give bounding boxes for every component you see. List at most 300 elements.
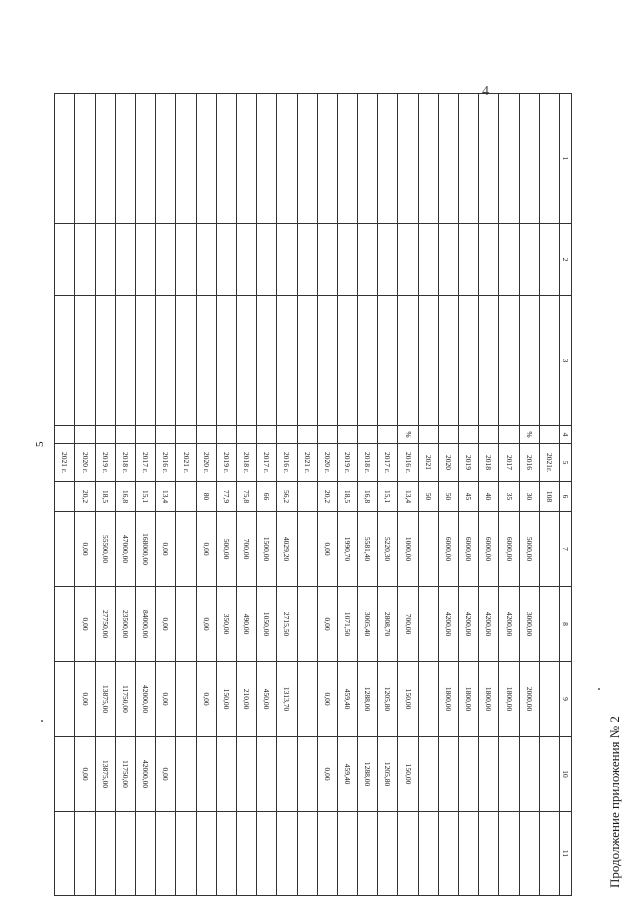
table-cell [459, 737, 479, 812]
table-cell: 2017 г. [378, 444, 398, 482]
table-cell: 2019 [459, 444, 479, 482]
table-cell [176, 482, 196, 512]
table-cell: 2016 г. [277, 444, 297, 482]
table-cell: 4029,20 [277, 512, 297, 587]
table-cell [438, 426, 458, 444]
table-cell [156, 426, 176, 444]
margin-mark: 4 [482, 84, 489, 99]
table-cell [297, 482, 317, 512]
table-cell: 168000,00 [136, 512, 156, 587]
table-cell: 150,00 [216, 662, 236, 737]
table-cell [337, 812, 357, 896]
table-cell [438, 737, 458, 812]
table-cell: 2019 г. [337, 444, 357, 482]
table-cell [176, 737, 196, 812]
table-cell [459, 812, 479, 896]
table-cell [398, 296, 418, 426]
table-row [95, 94, 115, 896]
table-cell: 108 [539, 482, 559, 512]
table-row [297, 94, 317, 896]
table-cell [115, 296, 135, 426]
table-cell [55, 812, 76, 896]
table-cell: 2018 г. [237, 444, 257, 482]
table-cell: 13,4 [156, 482, 176, 512]
table-cell: 2021г. [539, 444, 559, 482]
table-cell [75, 426, 95, 444]
table-cell [115, 812, 135, 896]
table-cell: 5581,40 [358, 512, 378, 587]
table-cell [75, 812, 95, 896]
table-cell [539, 94, 559, 224]
table-cell: % [398, 426, 418, 444]
column-number-header: 2 [560, 224, 572, 296]
table-cell [317, 296, 337, 426]
table-cell: 210,00 [237, 662, 257, 737]
table-cell [358, 812, 378, 896]
table-cell: 1288,00 [358, 662, 378, 737]
table-cell [499, 737, 519, 812]
column-number-row [560, 94, 572, 896]
table-cell: 1800,00 [479, 662, 499, 737]
table-cell: 2017 [499, 444, 519, 482]
table-cell: 23500,00 [115, 587, 135, 662]
table-cell [257, 426, 277, 444]
table-cell [196, 426, 216, 444]
page-number: 5 [34, 441, 46, 447]
table-cell: 13,4 [398, 482, 418, 512]
table-cell: 47000,00 [115, 512, 135, 587]
table-cell [55, 224, 76, 296]
table-cell [176, 94, 196, 224]
table-cell [257, 812, 277, 896]
page-heading: Продолжение приложения № 2 [607, 716, 622, 888]
table-cell [176, 662, 196, 737]
table-cell [196, 94, 216, 224]
column-number-header: 11 [560, 812, 572, 896]
table-row [358, 94, 378, 896]
table-cell: 42000,00 [136, 737, 156, 812]
table-cell [297, 426, 317, 444]
table-cell [176, 812, 196, 896]
table-row [115, 94, 135, 896]
table-cell: 459,40 [337, 737, 357, 812]
table-cell [459, 224, 479, 296]
table-cell [297, 662, 317, 737]
table-cell [418, 296, 438, 426]
table-cell [519, 224, 539, 296]
table-cell [216, 812, 236, 896]
scan-speck [598, 688, 600, 690]
table-row [418, 94, 438, 896]
table-cell: 1800,00 [438, 662, 458, 737]
table-cell [277, 296, 297, 426]
table-cell [136, 296, 156, 426]
table-row [317, 94, 337, 896]
table-cell [277, 737, 297, 812]
table-cell: 13875,00 [95, 737, 115, 812]
scan-speck [41, 720, 43, 722]
rotated-table-container [54, 93, 572, 895]
table-cell [499, 296, 519, 426]
table-cell: 0,00 [75, 662, 95, 737]
table-cell: 0,00 [75, 512, 95, 587]
table-cell: 6000,00 [438, 512, 458, 587]
table-cell: 2021 г. [176, 444, 196, 482]
table-cell [297, 512, 317, 587]
table-cell [156, 812, 176, 896]
table-cell: 35 [499, 482, 519, 512]
table-cell [257, 94, 277, 224]
table-cell: 150,00 [398, 662, 418, 737]
table-cell: 18,5 [337, 482, 357, 512]
table-cell [196, 224, 216, 296]
table-cell: 2017 г. [136, 444, 156, 482]
table-cell [297, 224, 317, 296]
table-cell: 13875,00 [95, 662, 115, 737]
table-cell: 459,40 [337, 662, 357, 737]
table-cell: 1990,70 [337, 512, 357, 587]
table-cell [479, 296, 499, 426]
table-cell: 55500,00 [95, 512, 115, 587]
table-cell: 0,00 [317, 587, 337, 662]
table-cell [337, 296, 357, 426]
table-cell [499, 812, 519, 896]
table-cell [317, 224, 337, 296]
table-cell: 3000,00 [519, 587, 539, 662]
table-cell [519, 94, 539, 224]
table-cell [277, 94, 297, 224]
table-row [55, 94, 76, 896]
table-cell [418, 662, 438, 737]
table-cell: 1205,80 [378, 662, 398, 737]
table-cell: 450,00 [257, 662, 277, 737]
table-cell [237, 296, 257, 426]
table-cell: 4200,00 [499, 587, 519, 662]
table-cell [499, 224, 519, 296]
table-cell: 45 [459, 482, 479, 512]
table-cell: 20,2 [317, 482, 337, 512]
table-cell [358, 94, 378, 224]
table-cell: 0,00 [196, 587, 216, 662]
table-cell [257, 737, 277, 812]
table-cell [378, 296, 398, 426]
table-cell: 4200,00 [459, 587, 479, 662]
table-cell [438, 812, 458, 896]
table-cell [519, 737, 539, 812]
table-row [337, 94, 357, 896]
table-cell: 1800,00 [459, 662, 479, 737]
table-cell: 2021 г. [55, 444, 76, 482]
table-cell [539, 587, 559, 662]
table-cell [75, 224, 95, 296]
table-cell [378, 224, 398, 296]
table-cell: 1313,70 [277, 662, 297, 737]
table-cell [237, 94, 257, 224]
table-cell [237, 737, 257, 812]
table-cell [539, 426, 559, 444]
table-cell [216, 426, 236, 444]
table-row [75, 94, 95, 896]
table-cell: 6000,00 [459, 512, 479, 587]
table-cell: 1050,00 [257, 587, 277, 662]
table-cell [216, 737, 236, 812]
table-cell [136, 812, 156, 896]
table-cell: 150,00 [398, 737, 418, 812]
column-number-header: 8 [560, 587, 572, 662]
table-cell: 40 [479, 482, 499, 512]
table-row [539, 94, 559, 896]
table-cell [297, 812, 317, 896]
table-cell [216, 224, 236, 296]
table-cell: 2020 г. [75, 444, 95, 482]
table-cell [55, 587, 76, 662]
column-number-header: 6 [560, 482, 572, 512]
table-cell [337, 94, 357, 224]
table-cell [479, 812, 499, 896]
table-cell [358, 426, 378, 444]
table-cell: 0,00 [75, 587, 95, 662]
table-cell: 2018 г. [115, 444, 135, 482]
table-cell: 2017 г. [257, 444, 277, 482]
table-cell [297, 737, 317, 812]
table-cell [115, 426, 135, 444]
table-cell [539, 662, 559, 737]
table-cell: 30 [519, 482, 539, 512]
table-cell [539, 224, 559, 296]
table-cell [418, 426, 438, 444]
table-cell: 2021 г. [297, 444, 317, 482]
table-cell [136, 224, 156, 296]
table-cell [378, 812, 398, 896]
table-cell: 0,00 [317, 737, 337, 812]
table-cell [55, 296, 76, 426]
table-cell: 77,9 [216, 482, 236, 512]
table-cell: 1205,80 [378, 737, 398, 812]
table-cell [95, 224, 115, 296]
table-cell: 75,8 [237, 482, 257, 512]
table-cell: 66 [257, 482, 277, 512]
table-cell [459, 94, 479, 224]
table-cell [297, 587, 317, 662]
table-cell [257, 296, 277, 426]
table-cell [317, 812, 337, 896]
table-cell [418, 94, 438, 224]
table-cell: 84000,00 [136, 587, 156, 662]
column-number-header: 7 [560, 512, 572, 587]
table-cell [237, 812, 257, 896]
table-cell [277, 426, 297, 444]
table-cell [438, 224, 458, 296]
table-cell [55, 512, 76, 587]
table-cell [479, 94, 499, 224]
table-cell [95, 296, 115, 426]
table-cell [115, 224, 135, 296]
table-cell [459, 296, 479, 426]
table-cell [297, 296, 317, 426]
table-cell: 2016 г. [398, 444, 418, 482]
table-cell [237, 224, 257, 296]
table-cell [196, 296, 216, 426]
column-number-header: 9 [560, 662, 572, 737]
table-cell [55, 662, 76, 737]
table-cell [277, 224, 297, 296]
table-row [499, 94, 519, 896]
table-cell: 15,1 [136, 482, 156, 512]
column-number-header: 1 [560, 94, 572, 224]
table-cell [237, 426, 257, 444]
table-cell: 80 [196, 482, 216, 512]
table-row [216, 94, 236, 896]
table-cell [499, 426, 519, 444]
table-cell: 2020 г. [317, 444, 337, 482]
table-cell [358, 296, 378, 426]
table-cell: 15,1 [378, 482, 398, 512]
annex-table [54, 93, 572, 896]
table-row [519, 94, 539, 896]
table-cell: 4200,00 [479, 587, 499, 662]
table-row [438, 94, 458, 896]
table-cell: 1288,00 [358, 737, 378, 812]
table-cell [519, 296, 539, 426]
table-cell [479, 224, 499, 296]
table-cell: 4200,00 [438, 587, 458, 662]
table-cell [358, 224, 378, 296]
table-cell: 500,00 [216, 512, 236, 587]
table-cell [438, 94, 458, 224]
table-cell: 0,00 [156, 662, 176, 737]
table-cell: 50 [438, 482, 458, 512]
table-cell [398, 812, 418, 896]
table-cell [156, 224, 176, 296]
table-cell [438, 296, 458, 426]
table-cell [95, 426, 115, 444]
table-cell [136, 426, 156, 444]
table-cell [156, 296, 176, 426]
column-number-header: 5 [560, 444, 572, 482]
table-row [398, 94, 418, 896]
table-cell: 1800,00 [499, 662, 519, 737]
table-cell [156, 94, 176, 224]
table-cell [539, 812, 559, 896]
table-cell [418, 512, 438, 587]
table-cell: 350,00 [216, 587, 236, 662]
table-row [378, 94, 398, 896]
table-cell: 5220,30 [378, 512, 398, 587]
table-row [459, 94, 479, 896]
table-row [176, 94, 196, 896]
table-cell: 6000,00 [499, 512, 519, 587]
table-cell [55, 737, 76, 812]
table-cell [378, 94, 398, 224]
table-cell [216, 296, 236, 426]
table-cell: 1500,00 [257, 512, 277, 587]
table-cell [317, 426, 337, 444]
table-cell [479, 426, 499, 444]
column-number-header: 4 [560, 426, 572, 444]
table-cell: 11750,00 [115, 662, 135, 737]
table-cell [418, 224, 438, 296]
column-number-header: 3 [560, 296, 572, 426]
table-row [136, 94, 156, 896]
table-cell: 2020 [438, 444, 458, 482]
table-cell [539, 737, 559, 812]
table-cell [257, 224, 277, 296]
table-cell [176, 224, 196, 296]
table-cell [277, 812, 297, 896]
table-cell: 2016 [519, 444, 539, 482]
table-row [156, 94, 176, 896]
column-number-header: 10 [560, 737, 572, 812]
table-cell: 0,00 [317, 512, 337, 587]
table-cell [95, 94, 115, 224]
table-cell: 2021 [418, 444, 438, 482]
table-cell: 2715,50 [277, 587, 297, 662]
table-row [277, 94, 297, 896]
table-cell: 2018 [479, 444, 499, 482]
table-body [55, 94, 560, 896]
table-cell: 0,00 [196, 662, 216, 737]
table-cell [75, 94, 95, 224]
table-cell [136, 94, 156, 224]
table-cell: 2016 г. [156, 444, 176, 482]
table-row [196, 94, 216, 896]
table-cell [337, 426, 357, 444]
table-cell: 16,8 [115, 482, 135, 512]
table-cell: 700,00 [237, 512, 257, 587]
table-cell: 0,00 [156, 737, 176, 812]
table-cell [55, 94, 76, 224]
table-cell [176, 296, 196, 426]
table-cell [196, 812, 216, 896]
table-cell [519, 812, 539, 896]
table-cell: 27750,00 [95, 587, 115, 662]
table-cell [337, 224, 357, 296]
table-cell: 2019 г. [95, 444, 115, 482]
table-cell: 490,00 [237, 587, 257, 662]
table-cell: 3005,40 [358, 587, 378, 662]
table-cell [479, 737, 499, 812]
table-row [237, 94, 257, 896]
table-cell: 2018 г. [358, 444, 378, 482]
table-cell: 6000,00 [479, 512, 499, 587]
table-cell: 0,00 [196, 512, 216, 587]
table-cell [539, 296, 559, 426]
table-cell: 50 [418, 482, 438, 512]
table-cell [196, 737, 216, 812]
table-cell [499, 94, 519, 224]
table-cell: 20,2 [75, 482, 95, 512]
table-cell: 2019 г. [216, 444, 236, 482]
table-cell: 2808,70 [378, 587, 398, 662]
table-cell: 700,00 [398, 587, 418, 662]
table-row [479, 94, 499, 896]
table-cell: 18,5 [95, 482, 115, 512]
table-cell: 0,00 [75, 737, 95, 812]
table-cell [317, 94, 337, 224]
table-cell: 2000,00 [519, 662, 539, 737]
table-cell [75, 296, 95, 426]
table-cell [176, 512, 196, 587]
table-cell [418, 737, 438, 812]
table-cell: 2020 г. [196, 444, 216, 482]
table-cell [176, 587, 196, 662]
table-cell [216, 94, 236, 224]
table-cell: % [519, 426, 539, 444]
table-cell: 1000,00 [398, 512, 418, 587]
table-cell [55, 482, 76, 512]
table-cell [418, 812, 438, 896]
table-cell: 0,00 [317, 662, 337, 737]
